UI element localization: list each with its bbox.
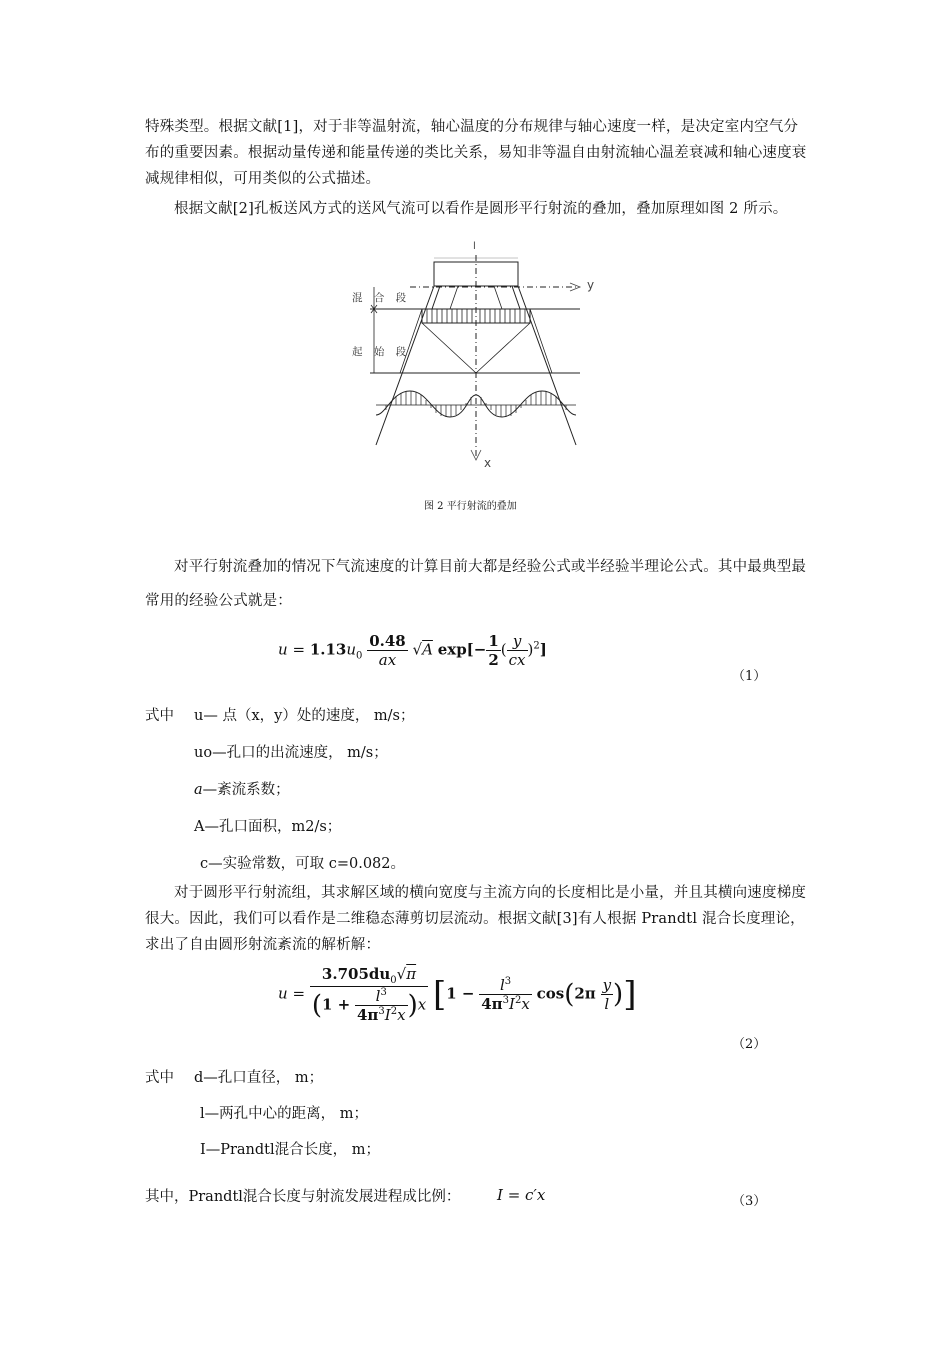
paragraph-intro-1: 特殊类型。根据文献[1]，对于非等温射流，轴心温度的分布规律与轴心速度一样，是决定室内空气分布的重要因素。根据动量传递和能量传递的类比关系，易知非等温自由射流轴心温差衰减和轴心速度衰减规律相似，可用类似的公式描述。: [145, 119, 807, 187]
where-item-u: u— 点（x，y）处的速度， m/s；: [194, 708, 415, 724]
where-item-c: c—实验常数，可取 c=0.082。: [200, 856, 406, 872]
where-lead-2: 式中: [145, 1070, 174, 1086]
jet-boundary-right: [518, 286, 576, 445]
label-mixing-segment: 混 合 段: [352, 292, 411, 304]
where-item-uo: uo—孔口的出流速度， m/s；: [194, 745, 388, 761]
jet-boundary-left: [376, 286, 434, 445]
equation-2-number: （2）: [732, 1037, 767, 1052]
symbol-l: l: [473, 241, 476, 252]
equation-3-formula: I = c′x: [497, 1186, 546, 1204]
jet-superposition-diagram: [340, 245, 610, 475]
where-item-alpha: a—紊流系数；: [194, 782, 290, 798]
equation-2: u = $3.705du_0√\pi$ (1 + $\frac{l^3}{4\pi^3I^2x}$ )x [1 − $\frac{l^3}{4\pi^3I^2x}$ cos(2π $\frac{y}{l}$ )]: [278, 965, 637, 1024]
paragraph-analytical: 对于圆形平行射流组，其求解区域的横向宽度与主流方向的长度相比是小量，并且其横向速度梯度很大。因此，我们可以看作是二维稳态薄剪切层流动。根据文献[3]有人根据 Prandtl 混合长度理论，求出了自由圆形射流紊流的解析解：: [145, 885, 807, 953]
symbol-y: y: [587, 278, 595, 292]
where-item-l: l—两孔中心的距离， m；: [200, 1106, 368, 1122]
where-lead-1: 式中: [145, 708, 174, 724]
label-starting-segment: 起 始 段: [352, 346, 411, 358]
figure-caption: 图 2 平行射流的叠加: [424, 501, 517, 512]
paragraph-empirical: 对平行射流叠加的情况下气流速度的计算目前大都是经验公式或半经验半理论公式。其中最典型最常用的经验公式就是：: [145, 559, 807, 609]
where-item-A: A—孔口面积，m2/s；: [194, 819, 342, 835]
paragraph-intro-2: 根据文献[2]孔板送风方式的送风气流可以看作是圆形平行射流的叠加，叠加原理如图 2 所示。: [174, 201, 788, 217]
equation-1: $u = 1.13u_0$ $\frac{0.48}{ax}$ √A exp[− $\frac{1}{2}$ ( $\frac{y}{cx}$ )$^2$]: [278, 632, 547, 669]
equation-3-text: 其中，Prandtl混合长度与射流发展进程成比例：: [145, 1189, 461, 1205]
symbol-x: x: [484, 456, 492, 470]
equation-3-number: （3）: [732, 1194, 767, 1209]
where-item-I: I—Prandtl混合长度， m；: [200, 1142, 381, 1158]
alpha-symbol: a: [194, 782, 203, 798]
equation-1-number: （1）: [732, 669, 767, 684]
figure-parallel-jets: [340, 241, 610, 475]
where-item-d: d—孔口直径， m；: [194, 1070, 324, 1086]
